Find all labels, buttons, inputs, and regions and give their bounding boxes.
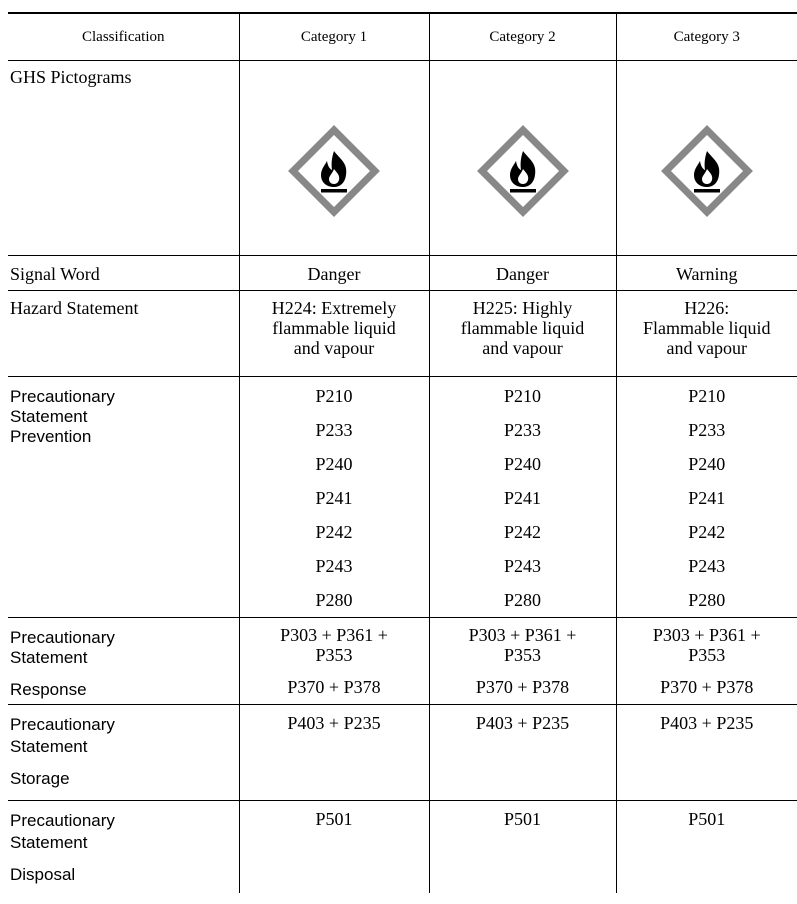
p-code: P353 [688, 645, 726, 665]
response-cat3 [616, 618, 797, 705]
hazard-line: and vapour [666, 338, 747, 358]
header-row [8, 13, 797, 61]
hazard-line: and vapour [482, 338, 563, 358]
signal-word-cat3: Warning [616, 256, 797, 291]
header-classification: Classification [8, 13, 239, 61]
response-cat1 [239, 618, 429, 705]
ghs-classification-table [8, 12, 797, 893]
signal-word-label: Signal Word [8, 256, 239, 291]
header-category-3: Category 3 [616, 13, 797, 61]
p-code: P242 [315, 522, 353, 542]
p-code: P241 [315, 488, 353, 508]
p-code: P370 + P378 [660, 677, 754, 697]
response-cat2 [429, 618, 616, 705]
response-label-line: Precautionary [10, 628, 115, 647]
disposal-label-line: Statement [10, 833, 88, 852]
disposal-label-line: Precautionary [10, 811, 115, 830]
hazard-statement-cat2 [429, 291, 616, 377]
prevention-label-line: Precautionary [10, 387, 115, 406]
p-code: P243 [688, 556, 726, 576]
hazard-statement-label: Hazard Statement [8, 291, 239, 377]
p-code: P240 [688, 454, 726, 474]
p-code: P370 + P378 [287, 677, 381, 697]
flame-pictogram-icon [661, 125, 753, 217]
p-code: P233 [503, 420, 541, 440]
p-code: P370 + P378 [475, 677, 570, 697]
prevention-label-line: Statement [10, 407, 88, 426]
pictogram-row-label: GHS Pictograms [8, 61, 239, 256]
prevention-row [8, 377, 797, 618]
disposal-cat1: P501 [239, 801, 429, 893]
p-code: P241 [503, 488, 541, 508]
disposal-label-line: Disposal [10, 865, 76, 884]
signal-word-cat2: Danger [429, 256, 616, 291]
hazard-line: H224: Extremely [271, 298, 397, 318]
p-code: P353 [315, 645, 353, 665]
header-category-2: Category 2 [429, 13, 616, 61]
p-code: P243 [503, 556, 541, 576]
hazard-line: and vapour [293, 338, 375, 358]
storage-cat1: P403 + P235 [239, 705, 429, 801]
header-category-1: Category 1 [239, 13, 429, 61]
p-code: P303 + P361 + [652, 625, 761, 645]
hazard-statement-row [8, 291, 797, 377]
signal-word-row [8, 256, 797, 291]
hazard-line: H226: [684, 298, 730, 318]
hazard-statement-cat3 [616, 291, 797, 377]
storage-cat3: P403 + P235 [616, 705, 797, 801]
prevention-cat1 [239, 377, 429, 618]
disposal-cat2: P501 [429, 801, 616, 893]
prevention-cat3 [616, 377, 797, 618]
p-code: P303 + P361 + [280, 625, 388, 645]
p-code: P233 [688, 420, 726, 440]
hazard-statement-cat1 [239, 291, 429, 377]
response-label-line: Statement [10, 648, 88, 667]
p-code: P280 [688, 590, 726, 610]
storage-label-line: Precautionary [10, 715, 115, 734]
prevention-cat2 [429, 377, 616, 618]
disposal-label [8, 801, 239, 893]
flame-pictogram-icon [477, 125, 569, 217]
pictogram-row [8, 61, 797, 256]
p-code: P210 [503, 386, 541, 406]
ghs-classification-table-page [8, 12, 797, 893]
storage-label-line: Statement [10, 737, 88, 756]
response-label [8, 618, 239, 705]
disposal-row [8, 801, 797, 893]
prevention-label-line: Prevention [10, 427, 92, 446]
pictogram-cell-3 [616, 61, 797, 256]
hazard-line: flammable liquid [460, 318, 585, 338]
signal-word-cat1: Danger [239, 256, 429, 291]
disposal-cat3: P501 [616, 801, 797, 893]
p-code: P353 [503, 645, 541, 665]
pictogram-cell-2 [429, 61, 616, 256]
prevention-label [8, 377, 239, 618]
storage-cat2: P403 + P235 [429, 705, 616, 801]
p-code: P303 + P361 + [468, 625, 577, 645]
p-code: P241 [688, 488, 726, 508]
hazard-line: flammable liquid [272, 318, 396, 338]
storage-label [8, 705, 239, 801]
p-code: P240 [315, 454, 353, 474]
p-code: P233 [315, 420, 353, 440]
hazard-line: H225: Highly [472, 298, 573, 318]
storage-row [8, 705, 797, 801]
p-code: P280 [315, 590, 353, 610]
storage-label-line: Storage [10, 769, 70, 788]
p-code: P280 [503, 590, 541, 610]
response-row [8, 618, 797, 705]
pictogram-cell-1 [239, 61, 429, 256]
p-code: P210 [688, 386, 726, 406]
p-code: P242 [503, 522, 541, 542]
p-code: P243 [315, 556, 353, 576]
flame-pictogram-icon [288, 125, 380, 217]
p-code: P240 [503, 454, 541, 474]
hazard-line: Flammable liquid [643, 318, 771, 338]
p-code: P210 [315, 386, 353, 406]
p-code: P242 [688, 522, 726, 542]
response-label-line: Response [10, 680, 87, 699]
